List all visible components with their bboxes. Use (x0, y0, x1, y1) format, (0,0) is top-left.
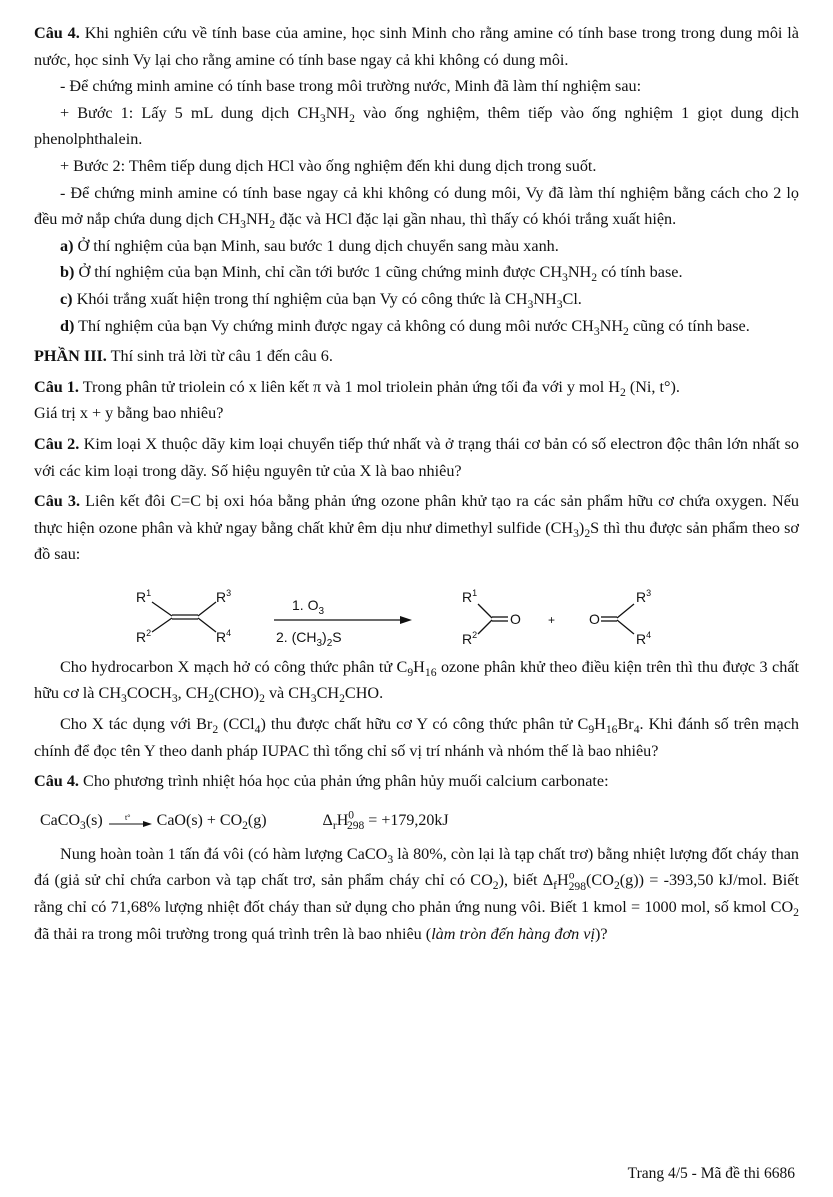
q3-para2: Cho hydrocarbon X mạch hở có công thức phân tử $C_9H_{16}$ ozone phân khử theo điều kiện trên thì thu được 3 chất hữu cơ là $CH_3COCH_3$, $CH_2(CHO)_2$ và $CH_3CH_2CHO$. (34, 657, 799, 706)
reactant-r2: $R^2$ (136, 627, 152, 645)
condition-1: 1. $O_3$ (292, 596, 325, 617)
q4-label: Câu 4. (34, 24, 80, 42)
q4-intro-text: Khi nghiên cứu về tính base của amine, học sinh Minh cho rằng amine có tính base trong trong dung môi là nước, học sinh Vy lại cho rằng amine có tính base ngay cả khi không có dung môi. (34, 24, 799, 69)
minh-step1: + Bước 1: Lấy 5 mL dung dịch $CH_3NH_2$ vào ống nghiệm, thêm tiếp vào ống nghiệm 1 giọt dung dịch phenolphthalein. (34, 103, 799, 149)
product-r3: $R^3$ (636, 587, 652, 605)
reactant-r4: $R^4$ (216, 627, 232, 645)
equation-reactant: CaCO$_3$(s) (40, 811, 103, 832)
equation-products: $CaO(s) + CO_2(g)$ (156, 811, 267, 832)
reactant-r3: $R^3$ (216, 587, 232, 605)
condition-2: 2. $(CH_3)_2S$ (276, 628, 342, 649)
q2: Câu 2. Kim loại X thuộc dãy kim loại chuyển tiếp thứ nhất và ở trạng thái cơ bản có số electron độc thân lớn nhất so với các kim loại trong dãy. Số hiệu nguyên tử của X là bao nhiêu? (34, 434, 799, 480)
part3-heading: PHẦN III. Thí sinh trả lời từ câu 1 đến câu 6. (34, 347, 333, 366)
statement-d: d) Thí nghiệm của bạn Vy chứng minh được ngay cả không có dung môi nước $CH_3NH_2$ cũng có tính base. (60, 316, 750, 338)
product-r2: $R^2$ (462, 629, 478, 647)
vy-experiment: - Để chứng minh amine có tính base ngay cả khi không có dung môi, Vy đã làm thí nghiệm bằng cách cho 2 lọ đều mở nắp chứa dung dịch $CH_3NH_2$ đặc và HCl đặc lại gần nhau, thì thấy có khói trắng xuất hiện. (34, 183, 799, 232)
q3: Câu 3. Liên kết đôi C=C bị oxi hóa bằng phản ứng ozone phân khử tạo ra các sản phẩm hữu cơ chứa oxygen. Nếu thực hiện ozone phân và khử ngay bằng chất khử êm dịu như dimethyl sulfide $(CH_3)_2S$ thì thu được sản phẩm theo sơ đồ sau: (34, 492, 799, 564)
ketone-1-bonds (478, 604, 508, 634)
ketone-2-bonds (601, 604, 634, 634)
ozonolysis-scheme (34, 576, 799, 654)
product-1-oxygen: O (510, 610, 521, 627)
minh-step2: + Bước 2: Thêm tiếp dung dịch HCl vào ống nghiệm đến khi dung dịch trong suốt. (60, 156, 597, 175)
q3-para3: Cho X tác dụng với $Br_2$ (CCl$_4$) thu được chất hữu cơ Y có công thức phân tử $C_9H_{16}Br_4$. Khi đánh số trên mạch chính để đọc tên Y theo danh pháp IUPAC thì tổng chỉ số vị trí nhánh và nhóm thế là bao nhiêu? (34, 715, 799, 760)
product-r1: $R^1$ (462, 587, 478, 605)
reactant-r1: $R^1$ (136, 587, 152, 605)
enthalpy-value: $\Delta_rH^0_{298} = +179,20kJ$ (322, 809, 449, 832)
q4-thermo-body: Nung hoàn toàn 1 tấn đá vôi (có hàm lượng CaCO$_3$ là 80%, còn lại là tạp chất trơ) bằng nhiệt lượng đốt cháy than đá (giả sử chỉ chứa carbon và tạp chất trơ, sản phẩm cháy chỉ có $CO_2$), biết $\Delta_fH^o_{298}(CO_2(g)) = -393,50$ kJ/mol. Biết rằng chỉ có 71,68% lượng nhiệt đốt cháy than sử dụng cho phản ứng nung vôi. Biết 1 kmol = 1000 mol, số kmol $CO_2$ đã thải ra trong môi trường trong quá trình trên là bao nhiêu (làm tròn đến hàng đơn vị)? (34, 844, 799, 943)
thermo-equation (34, 801, 799, 841)
q1: Câu 1. Trong phân tử triolein có x liên kết π và 1 mol triolein phản ứng tối đa với y mol $H_2$ (Ni, t°). Giá trị x + y bằng bao nhiêu? (34, 377, 680, 423)
equation-arrow (107, 813, 153, 829)
q4-thermo: Câu 4. Cho phương trình nhiệt hóa học của phản ứng phân hủy muối calcium carbonate: (34, 772, 609, 791)
alkene-bonds (152, 602, 216, 632)
product-2-oxygen: O (589, 610, 600, 627)
statement-b: b) Ở thí nghiệm của bạn Minh, chỉ cần tới bước 1 cũng chứng minh được $CH_3NH_2$ có tính base. (60, 263, 683, 285)
plus-sign: + (548, 612, 556, 627)
svg-text:t°: t° (124, 813, 131, 822)
product-r4: $R^4$ (636, 629, 652, 647)
statement-c: c) Khói trắng xuất hiện trong thí nghiệm của bạn Vy có công thức là $CH_3NH_3Cl$. (60, 289, 582, 312)
statement-a: a) Ở thí nghiệm của bạn Minh, sau bước 1 dung dịch chuyển sang màu xanh. (60, 236, 559, 255)
page-footer: Trang 4/5 - Mã đề thi 6686 (627, 1165, 795, 1182)
q4-intro (34, 20, 799, 73)
minh-intro: - Để chứng minh amine có tính base trong môi trường nước, Minh đã làm thí nghiệm sau: (60, 77, 642, 96)
reaction-arrow (274, 616, 412, 624)
